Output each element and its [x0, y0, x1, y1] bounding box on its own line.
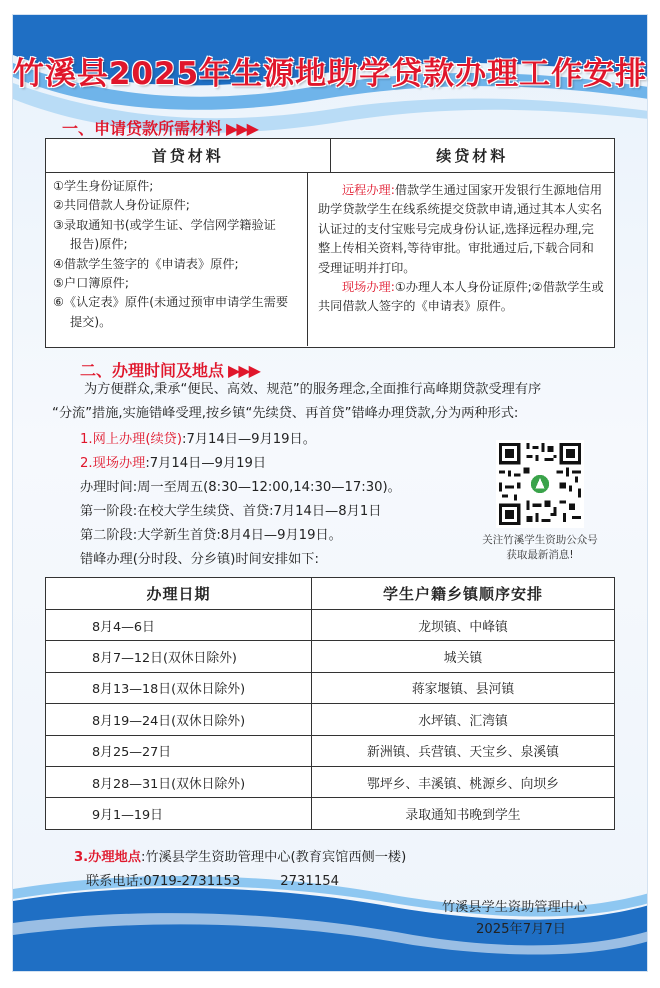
intro-line-2: “分流”措施,实施错峰受理,按乡镇“先续贷、再首贷”错峰办理贷款,分为两种形式:: [52, 406, 519, 421]
date-column-header: 办理日期: [46, 578, 312, 610]
phase-two: 第二阶段:大学新生首贷:8月4日—9月19日。: [80, 528, 342, 543]
onsite-handling-label: 现场办理:: [342, 280, 395, 295]
section-time-place-heading: [80, 358, 259, 381]
location-line: [74, 846, 406, 865]
first-item: 报告)原件;: [70, 237, 128, 252]
section-materials-heading: [62, 116, 257, 139]
page-title: 竹溪县2025年生源地助学贷款办理工作安排: [12, 56, 648, 92]
schedule-towns: 水坪镇、汇湾镇: [312, 704, 615, 735]
table-row: [46, 798, 615, 829]
qr-caption-line-2: 获取最新消息!: [506, 549, 574, 561]
schedule-header-row: [46, 578, 615, 610]
phone-label: 联系电话:: [86, 874, 144, 889]
schedule-date: 8月13—18日(双休日除外): [46, 672, 312, 703]
table-row: [46, 610, 615, 641]
section-time-place-title: 二、办理时间及地点: [80, 361, 225, 380]
triple-arrow-icon: ▶▶▶: [228, 361, 259, 380]
materials-table: [45, 138, 615, 348]
triple-arrow-icon: ▶▶▶: [226, 119, 257, 138]
schedule-table: [45, 577, 615, 830]
office-hours: 办理时间:周一至周五(8:30—12:00,14:30—17:30)。: [80, 480, 401, 495]
remote-handling-label: 远程办理:: [342, 183, 395, 197]
schedule-date: 8月19—24日(双休日除外): [46, 704, 312, 735]
schedule-date: 8月4—6日: [46, 610, 312, 641]
qr-caption-line-1: 关注竹溪学生资助公众号: [482, 534, 598, 546]
table-row: [46, 641, 615, 672]
online-handling-line: [80, 430, 316, 450]
table-row: [46, 735, 615, 766]
signature-date: 2025年7月7日: [476, 922, 566, 937]
onsite-handling-line: [80, 454, 266, 474]
schedule-towns: 城关镇: [312, 641, 615, 672]
onsite-handling-time: :7月14日—9月19日: [145, 456, 267, 471]
town-column-header: 学生户籍乡镇顺序安排: [312, 578, 615, 610]
table-row: [46, 672, 615, 703]
schedule-towns: 龙坝镇、中峰镇: [312, 610, 615, 641]
intro-line-1: 为方便群众,秉承“便民、高效、规范”的服务理念,全面推行高峰期贷款受理有序: [84, 382, 542, 397]
first-item: ②共同借款人身份证原件;: [53, 198, 190, 213]
first-loan-materials: [46, 173, 308, 346]
onsite-handling-paragraph: [318, 278, 606, 317]
online-handling-label: 1.网上办理(续贷): [80, 432, 182, 447]
section-materials-title: 一、申请贷款所需材料: [62, 119, 223, 138]
table-row: [46, 704, 615, 735]
first-item: ④借款学生签字的《申请表》原件;: [53, 256, 239, 271]
renewal-loan-materials: [308, 173, 614, 346]
stagger-note: 错峰办理(分时段、分乡镇)时间安排如下:: [80, 552, 319, 567]
location-text: :竹溪县学生资助管理中心(教育宾馆西侧一楼): [140, 850, 407, 865]
online-handling-time: :7月14日—9月19日。: [182, 432, 316, 447]
renewal-loan-header: 续贷材料: [436, 147, 509, 165]
first-item: ①学生身份证原件;: [53, 179, 154, 193]
schedule-towns: 鄂坪乡、丰溪镇、桃源乡、向坝乡: [312, 766, 615, 797]
location-label: 3.办理地点: [74, 850, 141, 865]
schedule-towns: 录取通知书晚到学生: [312, 798, 615, 829]
materials-table-header: [46, 139, 614, 173]
phase-one: 第一阶段:在校大学生续贷、首贷:7月14日—8月1日: [80, 504, 382, 519]
signature-org: 竹溪县学生资助管理中心: [442, 900, 588, 915]
first-item: 提交)。: [70, 314, 112, 329]
first-item: ⑤户口簿原件;: [53, 276, 129, 291]
remote-handling-text: 借款学生通过国家开发银行生源地信用助学贷款学生在线系统提交贷款申请,通过其本人实名认证过的支付宝账号完成身份认证,选择远程办理,完整上传相关资料,等待审批。审批通过后,下载合同和受理证明并打印。: [318, 183, 603, 275]
table-row: [46, 766, 615, 797]
schedule-towns: 蒋家堰镇、县河镇: [312, 672, 615, 703]
phone-number-1: 0719-2731153: [143, 874, 241, 889]
contact-line: [86, 870, 339, 889]
qr-caption: [470, 533, 610, 563]
first-loan-header: 首贷材料: [46, 139, 331, 172]
onsite-handling-label: 2.现场办理: [80, 456, 146, 471]
qr-code-icon[interactable]: [496, 440, 584, 528]
remote-handling-paragraph: [318, 181, 606, 278]
onsite-handling-text: ①办理人本人身份证原件;②借款学生或共同借款人签字的《申请表》原件。: [318, 280, 604, 314]
first-item: ⑥《认定表》原件(未通过预审申请学生需要: [53, 295, 289, 310]
schedule-date: 8月7—12日(双休日除外): [46, 641, 312, 672]
phone-number-2: 2731154: [280, 874, 339, 889]
schedule-towns: 新洲镇、兵营镇、天宝乡、泉溪镇: [312, 735, 615, 766]
first-item: ③录取通知书(或学生证、学信网学籍验证: [53, 217, 276, 232]
schedule-date: 8月28—31日(双休日除外): [46, 766, 312, 797]
schedule-date: 8月25—27日: [46, 735, 312, 766]
schedule-date: 9月1—19日: [46, 798, 312, 829]
